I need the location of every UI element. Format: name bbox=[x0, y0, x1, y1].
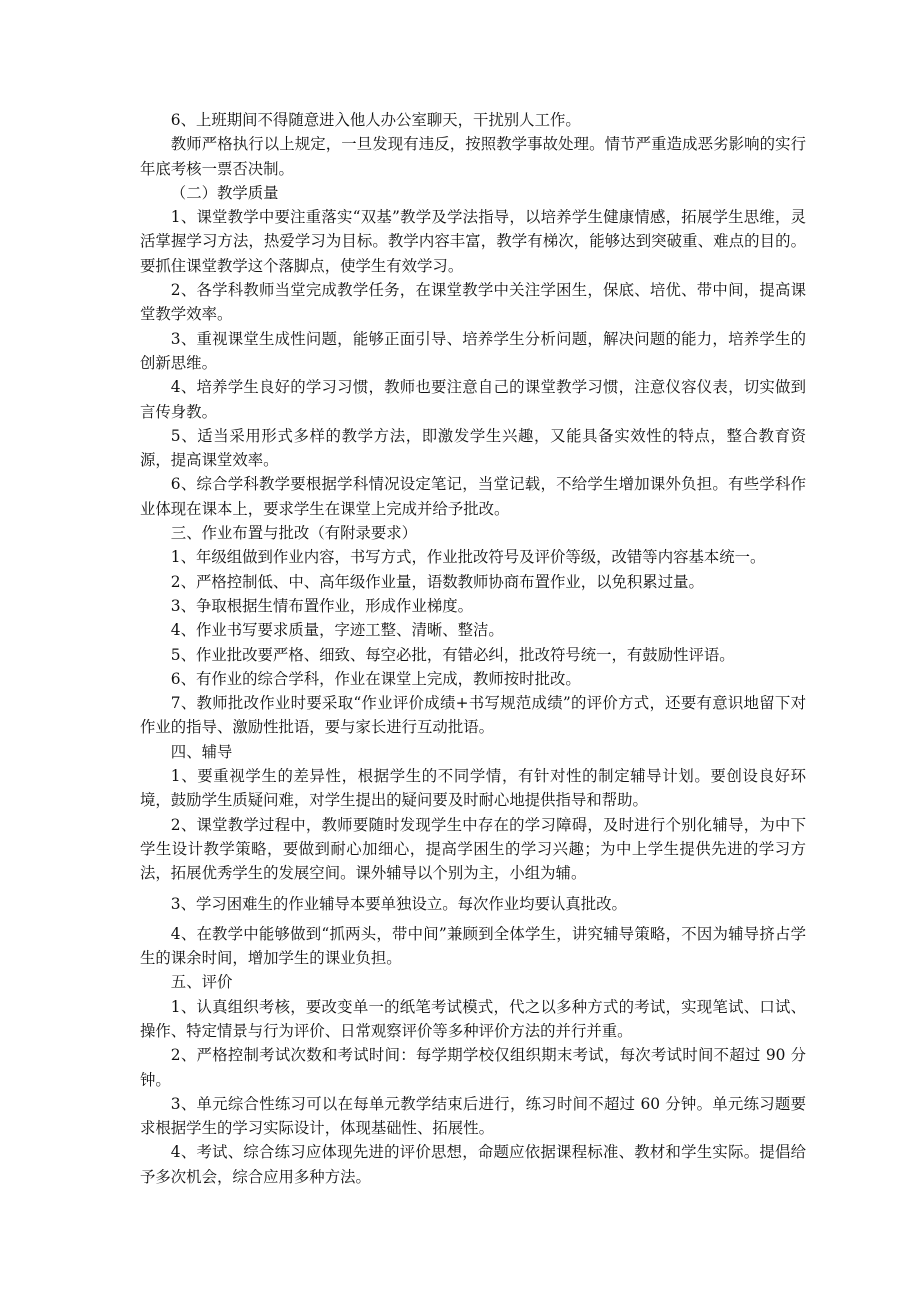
paragraph: 7、教师批改作业时要采取“作业评价成绩+书写规范成绩”的评价方式，还要有意识地留下对作业的指导、激励性批语，要与家长进行互动批语。 bbox=[140, 694, 806, 737]
paragraph: 4、在教学中能够做到“抓两头，带中间”兼顾到全体学生，讲究辅导策略，不因为辅导挤占学生的课余时间，增加学生的课业负担。 bbox=[140, 924, 806, 968]
paragraph: 3、单元综合性练习可以在每单元教学结束后进行，练习时间不超过 60 分钟。单元练习题要求根据学生的学习实际设计，体现基础性、拓展性。 bbox=[140, 1094, 806, 1138]
paragraph: 1、课堂教学中要注重落实“双基”教学及学法指导，以培养学生健康情感，拓展学生思维，灵活掌握学习方法，热爱学习为目标。教学内容丰富，教学有梯次，能够达到突破重、难点的目的。要抓住课堂教学这个落脚点，使学生有效学习。 bbox=[140, 208, 806, 275]
paragraph: 6、上班期间不得随意进入他人办公室聊天，干扰别人工作。 bbox=[170, 111, 581, 129]
paragraph: 4、培养学生良好的学习习惯，教师也要注意自己的课堂教学习惯，注意仪容仪表，切实做到言传身教。 bbox=[140, 378, 806, 421]
paragraph: 3、争取根据生情布置作业，形成作业梯度。 bbox=[170, 596, 474, 615]
paragraph: 2、课堂教学过程中，教师要随时发现学生中存在的学习障碍，及时进行个别化辅导，为中下学生设计教学策略，要做到耐心加细心，提高学困生的学习兴趣；为中上学生提供先进的学习方法，拓展优秀学生的发展空间。课外辅导以个别为主，小组为辅。 bbox=[140, 815, 806, 883]
section-heading: 五、评价 bbox=[170, 973, 233, 992]
paragraph: 教师严格执行以上规定，一旦发现有违反，按照教学事故处理。情节严重造成恶劣影响的实行年底考核一票否决制。 bbox=[140, 135, 806, 178]
paragraph: 5、适当采用形式多样的教学方法，即激发学生兴趣，又能具备实效性的特点，整合教育资源，提高课堂效率。 bbox=[140, 426, 806, 470]
paragraph: 2、严格控制考试次数和考试时间：每学期学校仅组织期末考试，每次考试时间不超过 90 分钟。 bbox=[140, 1046, 806, 1089]
paragraph: 4、作业书写要求质量，字迹工整、清晰、整洁。 bbox=[170, 621, 504, 640]
paragraph: 3、学习困难生的作业辅导本要单独设立。每次作业均要认真批改。 bbox=[170, 894, 627, 913]
paragraph: 5、作业批改要严格、细致、每空必批，有错必纠，批改符号统一，有鼓励性评语。 bbox=[170, 645, 735, 664]
section-heading: 四、辅导 bbox=[170, 742, 233, 761]
paragraph: 6、综合学科教学要根据学科情况设定笔记，当堂记载，不给学生增加课外负担。有些学科作业体现在课本上，要求学生在课堂上完成并给予批改。 bbox=[140, 475, 806, 518]
paragraph: 6、有作业的综合学科，作业在课堂上完成，教师按时批改。 bbox=[170, 669, 581, 688]
paragraph: 1、年级组做到作业内容，书写方式，作业批改符号及评价等级，改错等内容基本统一。 bbox=[170, 548, 766, 567]
paragraph: 3、重视课堂生成性问题，能够正面引导、培养学生分析问题，解决问题的能力，培养学生的创新思维。 bbox=[140, 329, 806, 372]
paragraph: 2、严格控制低、中、高年级作业量，语数教师协商布置作业，以免积累过量。 bbox=[170, 572, 704, 591]
paragraph: 1、要重视学生的差异性，根据学生的不同学情，有针对性的制定辅导计划。要创设良好环境，鼓励学生质疑问难，对学生提出的疑问要及时耐心地提供指导和帮助。 bbox=[140, 767, 806, 810]
paragraph: 2、各学科教师当堂完成教学任务，在课堂教学中关注学困生，保底、培优、带中间，提高课堂教学效率。 bbox=[140, 281, 806, 324]
document-body bbox=[140, 108, 806, 1189]
section-heading: （二）教学质量 bbox=[170, 183, 279, 202]
paragraph: 4、考试、综合练习应体现先进的评价思想，命题应依据课程标准、教材和学生实际。提倡给予多次机会，综合应用多种方法。 bbox=[140, 1143, 806, 1186]
paragraph: 1、认真组织考核，要改变单一的纸笔考试模式，代之以多种方式的考试，实现笔试、口试、操作、特定情景与行为评价、日常观察评价等多种评价方法的并行并重。 bbox=[140, 997, 806, 1040]
section-heading: 三、作业布置与批改（有附录要求） bbox=[170, 524, 418, 543]
